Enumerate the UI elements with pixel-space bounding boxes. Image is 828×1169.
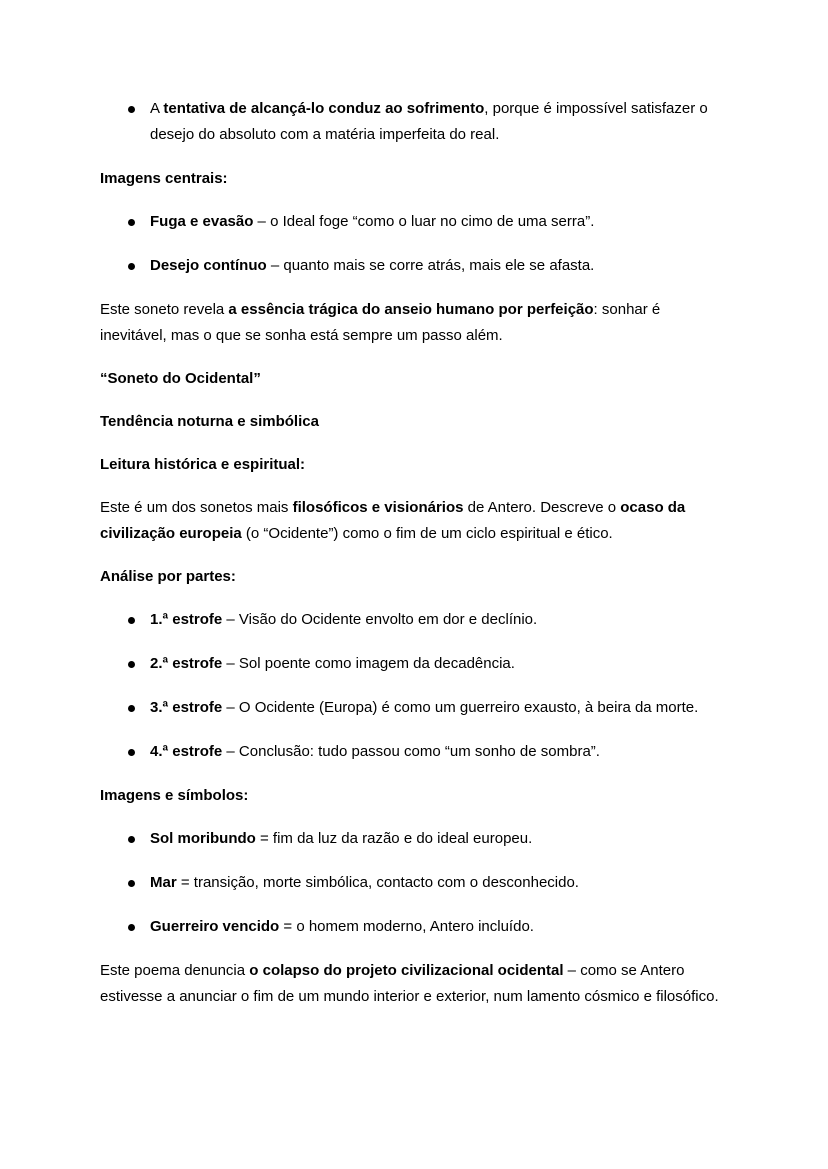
text-run: Este é um dos sonetos mais — [100, 499, 293, 516]
bullet-icon — [128, 880, 135, 887]
text-run-bold: tentativa de alcançá-lo conduz ao sofrimento — [163, 100, 485, 117]
bullet-icon — [128, 661, 135, 668]
bullet-icon — [128, 617, 135, 624]
text-run: – quanto mais se corre atrás, mais ele se afasta. — [266, 257, 595, 274]
text-run: = transição, morte simbólica, contacto com o desconhecido. — [176, 874, 579, 891]
text-run: A — [150, 100, 164, 117]
bullet-icon — [128, 219, 135, 226]
text-run-bold: ocaso da civilização europeia — [100, 499, 686, 542]
text-run-bold: filosóficos e visionários — [292, 499, 464, 516]
list-item — [150, 914, 728, 940]
list-item — [150, 253, 728, 279]
list-item — [150, 651, 728, 677]
text-run-bold: Guerreiro vencido — [150, 918, 280, 935]
text-run: Este soneto revela — [100, 301, 229, 318]
text-run-bold: 3.ª estrofe — [150, 699, 223, 716]
list-item — [150, 870, 728, 896]
list-item — [150, 96, 728, 148]
bullet-list — [100, 209, 728, 279]
paragraph — [100, 495, 728, 547]
text-run-bold: Fuga e evasão — [150, 213, 254, 230]
text-run: (o “Ocidente”) como o fim de um ciclo espiritual e ético. — [241, 525, 613, 542]
paragraph — [100, 958, 728, 1010]
text-run-bold: 2.ª estrofe — [150, 655, 223, 672]
text-run: – Conclusão: tudo passou como “um sonho de sombra”. — [222, 743, 600, 760]
list-item — [150, 695, 728, 721]
bullet-list — [100, 607, 728, 765]
bullet-icon — [128, 924, 135, 931]
heading-tendencia-noturna: Tendência noturna e simbólica — [100, 413, 319, 430]
text-run: – como se Antero estivesse a anunciar o fim de um mundo interior e exterior, num lamento cósmico e filosófico. — [100, 962, 719, 1005]
text-run: – Visão do Ocidente envolto em dor e declínio. — [222, 611, 538, 628]
text-run-bold: Sol moribundo — [150, 830, 256, 847]
text-run: – O Ocidente (Europa) é como um guerreiro exausto, à beira da morte. — [222, 699, 699, 716]
list-item — [150, 607, 728, 633]
list-item — [150, 739, 728, 765]
text-run: de Antero. Descreve o — [463, 499, 621, 516]
heading-analise-por-partes: Análise por partes: — [100, 568, 236, 585]
heading-imagens-centrais: Imagens centrais: — [100, 170, 228, 187]
paragraph — [100, 297, 728, 349]
text-run: Este poema denuncia — [100, 962, 250, 979]
text-run-bold: Mar — [150, 874, 177, 891]
text-run: = fim da luz da razão e do ideal europeu. — [255, 830, 533, 847]
heading-leitura-historica: Leitura histórica e espiritual: — [100, 456, 306, 473]
text-run: = o homem moderno, Antero incluído. — [279, 918, 534, 935]
text-run-bold: 1.ª estrofe — [150, 611, 223, 628]
text-run-bold: o colapso do projeto civilizacional ocidental — [249, 962, 564, 979]
bullet-icon — [128, 705, 135, 712]
bullet-list — [100, 96, 728, 148]
list-item — [150, 209, 728, 235]
bullet-icon — [128, 749, 135, 756]
bullet-icon — [128, 263, 135, 270]
bullet-list — [100, 826, 728, 940]
text-run: : sonhar é inevitável, mas o que se sonha está sempre um passo além. — [100, 301, 661, 344]
text-run: – o Ideal foge “como o luar no cimo de uma serra”. — [253, 213, 595, 230]
heading-soneto-do-ocidental: “Soneto do Ocidental” — [100, 370, 261, 387]
heading-imagens-e-simbolos: Imagens e símbolos: — [100, 787, 249, 804]
text-run: , porque é impossível satisfazer o desejo do absoluto com a matéria imperfeita do real. — [150, 100, 708, 143]
bullet-icon — [128, 836, 135, 843]
text-run: – Sol poente como imagem da decadência. — [222, 655, 515, 672]
bullet-icon — [128, 106, 135, 113]
list-item — [150, 826, 728, 852]
text-run-bold: 4.ª estrofe — [150, 743, 223, 760]
text-run-bold: a essência trágica do anseio humano por perfeição — [228, 301, 594, 318]
text-run-bold: Desejo contínuo — [150, 257, 267, 274]
